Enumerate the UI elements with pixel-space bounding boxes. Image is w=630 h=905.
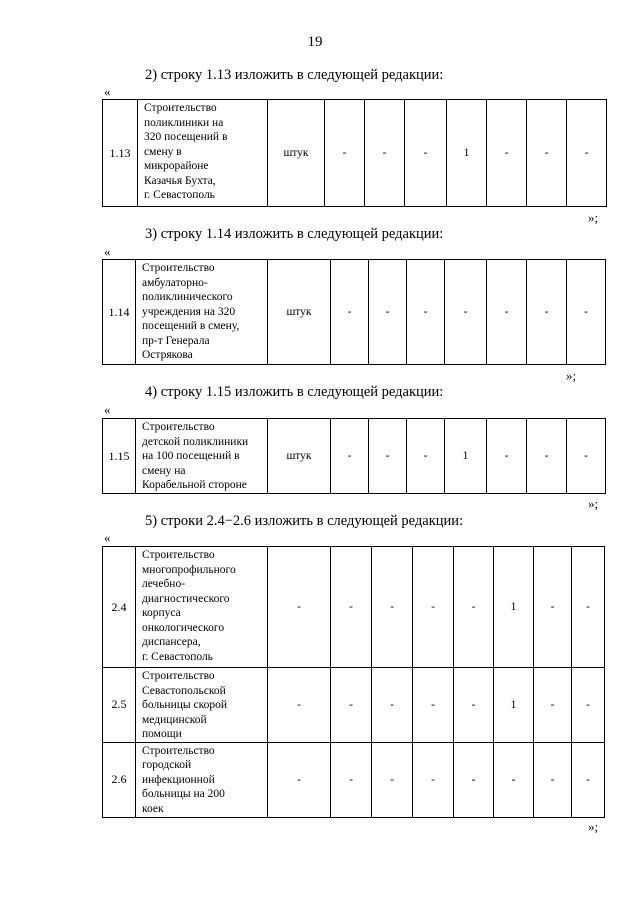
name-line: Строительство xyxy=(142,670,215,682)
row-value: - xyxy=(365,100,405,207)
row-value: - xyxy=(567,100,607,207)
row-value: - xyxy=(331,419,369,494)
name-line: Казачья Бухта, xyxy=(144,174,216,187)
name-line: учреждения на 320 xyxy=(142,305,236,318)
row-value: - xyxy=(369,260,407,365)
name-line: г. Севастополь xyxy=(142,650,213,663)
row-value: - xyxy=(405,100,447,207)
table-row-1-13 xyxy=(102,99,607,207)
table-rows-2-4-2-6 xyxy=(102,546,605,818)
name-line: Строительство xyxy=(142,262,215,274)
name-line: микрорайоне xyxy=(144,160,209,172)
row-name xyxy=(136,668,268,743)
section-heading-1: 2) строку 1.13 изложить в следующей редакции: xyxy=(145,67,444,83)
row-value: - xyxy=(331,742,372,817)
row-value: - xyxy=(372,742,413,817)
name-line: 320 посещений в xyxy=(144,131,228,143)
name-line: амбулаторно- xyxy=(142,276,208,289)
name-line: коек xyxy=(142,802,164,815)
row-value: - xyxy=(325,100,365,207)
row-value: - xyxy=(407,260,445,365)
row-value: - xyxy=(372,668,413,743)
row-value: - xyxy=(494,742,534,817)
row-value: - xyxy=(445,260,487,365)
name-line: больницы на 200 xyxy=(142,788,225,800)
row-value: - xyxy=(487,260,527,365)
name-line: больницы скорой xyxy=(142,699,228,711)
row-name xyxy=(136,419,268,494)
row-value: - xyxy=(331,260,369,365)
name-line: посещений в смену, xyxy=(142,320,240,332)
section-heading-4: 5) строки 2.4−2.6 изложить в следующей редакции: xyxy=(145,513,464,529)
row-value: - xyxy=(572,742,605,817)
page-number: 19 xyxy=(307,34,323,50)
table-row-1-15 xyxy=(102,418,606,494)
row-value: 1 xyxy=(445,419,487,494)
name-line: Острякова xyxy=(142,349,193,361)
row-value: - xyxy=(572,668,605,743)
row-value: - xyxy=(407,419,445,494)
name-line: онкологического xyxy=(142,621,225,634)
row-value: - xyxy=(487,100,527,207)
row-value: - xyxy=(331,547,372,668)
row-unit: штук xyxy=(268,260,331,365)
name-line: Строительство xyxy=(142,549,215,561)
open-quote-1: « xyxy=(104,84,111,99)
row-value: - xyxy=(572,547,605,668)
name-line: смену в xyxy=(144,145,182,158)
row-value: - xyxy=(372,547,413,668)
name-line: инфекционной xyxy=(142,773,215,786)
name-line: Севастопольской xyxy=(142,684,226,697)
close-quote-3: »; xyxy=(588,496,599,511)
row-value: - xyxy=(413,668,454,743)
row-name xyxy=(138,100,268,207)
name-line: диагностического xyxy=(142,592,230,605)
row-value: - xyxy=(413,742,454,817)
name-line: многопрофильного xyxy=(142,563,236,576)
table-row xyxy=(103,742,605,817)
row-value: - xyxy=(527,100,567,207)
table-row xyxy=(103,547,605,668)
row-code: 2.4 xyxy=(103,547,136,668)
name-line: диспансера, xyxy=(142,636,201,648)
row-value: - xyxy=(567,260,606,365)
row-code: 1.15 xyxy=(103,419,136,494)
name-line: на 100 посещений в xyxy=(142,450,240,462)
name-line: поликлинического xyxy=(142,291,233,303)
name-line: Строительство xyxy=(142,421,215,433)
row-value: 1 xyxy=(494,547,534,668)
row-unit: штук xyxy=(268,419,331,494)
open-quote-2: « xyxy=(104,244,111,259)
row-value: - xyxy=(527,260,567,365)
row-value: 1 xyxy=(447,100,487,207)
row-name xyxy=(136,547,268,668)
row-unit: - xyxy=(268,547,331,668)
row-value: - xyxy=(331,668,372,743)
table-row xyxy=(103,668,605,743)
open-quote-4: « xyxy=(104,530,111,545)
table-row xyxy=(103,260,606,365)
row-code: 2.6 xyxy=(103,742,136,817)
name-line: городской xyxy=(142,759,192,771)
row-value: - xyxy=(527,419,567,494)
section-heading-2: 3) строку 1.14 изложить в следующей редакции: xyxy=(145,226,444,242)
row-value: - xyxy=(534,742,572,817)
row-value: - xyxy=(413,547,454,668)
name-line: смену на xyxy=(142,464,186,477)
section-heading-3: 4) строку 1.15 изложить в следующей редакции: xyxy=(145,384,444,400)
table-row-1-14 xyxy=(102,259,606,365)
table-row xyxy=(103,419,606,494)
row-value: - xyxy=(454,742,494,817)
name-line: Строительство xyxy=(144,102,217,114)
name-line: лечебно- xyxy=(142,578,186,590)
row-value: - xyxy=(487,419,527,494)
row-unit: - xyxy=(268,668,331,743)
table-row xyxy=(103,100,607,207)
row-value: - xyxy=(454,668,494,743)
name-line: детской поликлиники xyxy=(142,435,249,448)
close-quote-4: »; xyxy=(588,819,599,834)
row-name xyxy=(136,260,268,365)
row-value: - xyxy=(567,419,606,494)
name-line: Строительство xyxy=(142,744,215,757)
row-value: - xyxy=(534,668,572,743)
name-line: поликлиники на xyxy=(144,116,224,129)
row-unit: штук xyxy=(268,100,325,207)
row-code: 2.5 xyxy=(103,668,136,743)
open-quote-3: « xyxy=(104,402,111,417)
row-code: 1.13 xyxy=(103,100,138,207)
row-value: 1 xyxy=(494,668,534,743)
name-line: Корабельной стороне xyxy=(142,479,247,491)
row-value: - xyxy=(454,547,494,668)
name-line: пр-т Генерала xyxy=(142,334,210,347)
name-line: корпуса xyxy=(142,607,181,619)
row-code: 1.14 xyxy=(103,260,136,365)
row-name xyxy=(136,742,268,817)
name-line: помощи xyxy=(142,728,182,740)
close-quote-2: »; xyxy=(566,368,577,383)
row-value: - xyxy=(369,419,407,494)
close-quote-1: »; xyxy=(588,210,599,225)
name-line: медицинской xyxy=(142,713,207,726)
row-value: - xyxy=(534,547,572,668)
row-unit: - xyxy=(268,742,331,817)
name-line: г. Севастополь xyxy=(144,189,215,201)
